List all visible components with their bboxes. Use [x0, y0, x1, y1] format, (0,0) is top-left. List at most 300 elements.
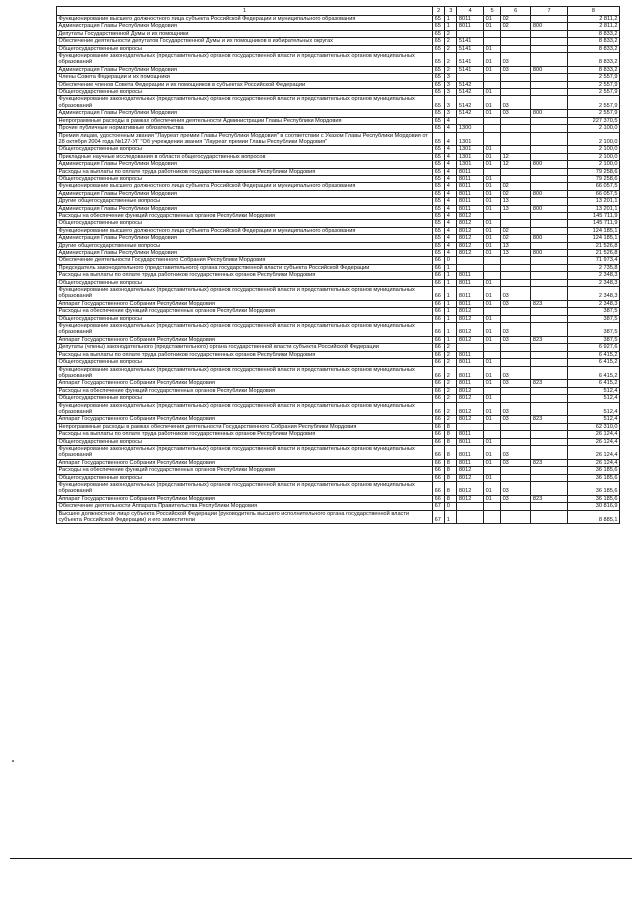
- budget-table: [56, 6, 620, 524]
- row-col-6: [501, 38, 531, 45]
- row-col-6: [501, 431, 531, 438]
- row-col-3: 4: [445, 132, 457, 146]
- row-name: Функционирование законодательных (представительных) органов государственной власти и представительных органов муниципальных образований: [57, 287, 433, 301]
- row-col-2: 66: [433, 272, 445, 279]
- row-col-7: [531, 74, 567, 81]
- row-col-2: 66: [433, 459, 445, 466]
- row-col-7: [531, 198, 567, 205]
- row-col-6: 03: [501, 482, 531, 496]
- row-col-7: [531, 315, 567, 322]
- table-row: [57, 117, 620, 124]
- row-amount: 2 100,0: [567, 153, 619, 160]
- row-col-5: 01: [484, 416, 501, 423]
- row-amount: 26 124,4: [567, 459, 619, 466]
- row-col-4: 8011: [457, 359, 484, 366]
- table-row: [57, 198, 620, 205]
- row-col-5: 01: [484, 242, 501, 249]
- row-col-6: 12: [501, 153, 531, 160]
- row-col-2: 66: [433, 359, 445, 366]
- row-col-2: 65: [433, 81, 445, 88]
- row-col-7: 800: [531, 161, 567, 168]
- row-col-4: 8012: [457, 212, 484, 219]
- row-col-7: 823: [531, 495, 567, 502]
- row-col-3: 8: [445, 482, 457, 496]
- header-col-4: 4: [457, 7, 484, 16]
- row-col-3: 4: [445, 183, 457, 190]
- row-col-2: 65: [433, 190, 445, 197]
- header-col-3: 3: [445, 7, 457, 16]
- row-name: Администрация Главы Республики Мордовия: [57, 23, 433, 30]
- row-col-3: 4: [445, 205, 457, 212]
- row-col-4: 5142: [457, 81, 484, 88]
- row-col-7: 823: [531, 459, 567, 466]
- row-col-6: 03: [501, 495, 531, 502]
- row-col-4: 8011: [457, 198, 484, 205]
- row-col-7: [531, 272, 567, 279]
- table-row: [57, 45, 620, 52]
- row-col-6: 02: [501, 190, 531, 197]
- row-col-2: 65: [433, 212, 445, 219]
- row-col-4: 8012: [457, 308, 484, 315]
- table-row: [57, 81, 620, 88]
- row-col-4: 5142: [457, 89, 484, 96]
- row-col-5: 01: [484, 175, 501, 182]
- row-col-4: 8011: [457, 183, 484, 190]
- row-amount: 36 185,6: [567, 467, 619, 474]
- table-row: [57, 272, 620, 279]
- row-name: Администрация Главы Республики Мордовия: [57, 110, 433, 117]
- row-name: Аппарат Государственного Собрания Республики Мордовия: [57, 300, 433, 307]
- row-col-6: 12: [501, 161, 531, 168]
- row-col-7: [531, 81, 567, 88]
- row-col-6: [501, 315, 531, 322]
- table-row: [57, 205, 620, 212]
- row-col-3: 0: [445, 257, 457, 264]
- row-col-2: 66: [433, 351, 445, 358]
- row-col-2: 66: [433, 416, 445, 423]
- row-amount: 2 811,2: [567, 16, 619, 23]
- row-col-4: [457, 74, 484, 81]
- row-name: Расходы на обеспечение функций государственных органов Республики Мордовия: [57, 308, 433, 315]
- row-col-7: 800: [531, 235, 567, 242]
- row-col-7: [531, 125, 567, 132]
- row-col-7: [531, 287, 567, 301]
- table-row: [57, 323, 620, 337]
- row-col-7: [531, 45, 567, 52]
- row-name: Функционирование высшего должностного лица субъекта Российской Федерации и муниципального образования: [57, 16, 433, 23]
- row-amount: 26 124,4: [567, 431, 619, 438]
- row-col-4: 1301: [457, 132, 484, 146]
- row-name: Другие общегосударственные вопросы: [57, 242, 433, 249]
- table-row: [57, 168, 620, 175]
- row-col-3: 2: [445, 366, 457, 380]
- row-name: Функционирование законодательных (представительных) органов государственной власти и представительных органов муниципальных образований: [57, 445, 433, 459]
- row-name: Функционирование высшего должностного лица субъекта Российской Федерации и муниципального образования: [57, 227, 433, 234]
- row-col-7: 823: [531, 336, 567, 343]
- table-row: [57, 212, 620, 219]
- row-col-3: 4: [445, 227, 457, 234]
- row-name: Прикладные научные исследования в области общегосударственных вопросов: [57, 153, 433, 160]
- row-name: Премия лицам, удостоенным звания "Лауреат премии Главы Республики Мордовия" в соответствии с Указом Главы Республики Мордовия от 28 октября 2004 года №127-УГ "Об учреждении звания "Лауреат премии Главы Республики Мордовия": [57, 132, 433, 146]
- row-col-6: [501, 30, 531, 37]
- row-col-6: [501, 387, 531, 394]
- row-amount: 6 415,2: [567, 366, 619, 380]
- row-col-3: 4: [445, 250, 457, 257]
- row-col-2: 66: [433, 431, 445, 438]
- row-name: Общегосударственные вопросы: [57, 279, 433, 286]
- row-col-7: [531, 264, 567, 271]
- row-col-6: 03: [501, 366, 531, 380]
- page-bottom-rule: [10, 858, 632, 859]
- row-col-4: 8011: [457, 190, 484, 197]
- row-col-2: 65: [433, 38, 445, 45]
- row-col-6: [501, 125, 531, 132]
- row-col-7: [531, 510, 567, 524]
- row-col-5: [484, 257, 501, 264]
- row-col-3: 2: [445, 416, 457, 423]
- row-col-5: 01: [484, 66, 501, 73]
- row-col-3: 8: [445, 423, 457, 430]
- row-col-5: [484, 168, 501, 175]
- row-col-4: 8012: [457, 323, 484, 337]
- row-col-3: 4: [445, 198, 457, 205]
- row-col-2: 65: [433, 175, 445, 182]
- row-amount: 13 201,1: [567, 198, 619, 205]
- row-name: Расходы на выплаты по оплате труда работников государственных органов Республики Мордовия: [57, 351, 433, 358]
- row-name: Расходы на обеспечение функций государственных органов Республики Мордовия: [57, 467, 433, 474]
- row-col-2: 65: [433, 132, 445, 146]
- row-col-5: 01: [484, 45, 501, 52]
- row-col-5: [484, 264, 501, 271]
- row-col-5: 01: [484, 190, 501, 197]
- row-name: Другие общегосударственные вопросы: [57, 198, 433, 205]
- table-row: [57, 38, 620, 45]
- row-name: Функционирование высшего должностного лица субъекта Российской Федерации и муниципального образования: [57, 183, 433, 190]
- row-col-4: [457, 423, 484, 430]
- row-col-5: 01: [484, 445, 501, 459]
- row-col-5: [484, 38, 501, 45]
- row-name: Высшее должностное лицо субъекта Российской Федерации (руководитель высшего исполнительного органа государственной власти субъекта Российской Федерации) и его заместители: [57, 510, 433, 524]
- row-col-2: 66: [433, 438, 445, 445]
- row-name: Непрограммные расходы в рамках обеспечения деятельности Государственного Собрания Республики Мордовия: [57, 423, 433, 430]
- row-col-2: 65: [433, 23, 445, 30]
- row-col-6: [501, 168, 531, 175]
- row-col-3: 4: [445, 212, 457, 219]
- row-col-6: [501, 395, 531, 402]
- row-col-6: [501, 117, 531, 124]
- row-col-4: 8011: [457, 279, 484, 286]
- row-col-5: [484, 510, 501, 524]
- row-name: Общегосударственные вопросы: [57, 175, 433, 182]
- row-col-4: [457, 510, 484, 524]
- row-col-5: 01: [484, 161, 501, 168]
- row-col-2: 65: [433, 220, 445, 227]
- row-amount: 2 557,9: [567, 110, 619, 117]
- table-row: [57, 351, 620, 358]
- row-col-7: [531, 227, 567, 234]
- row-col-3: 2: [445, 387, 457, 394]
- row-col-4: [457, 117, 484, 124]
- row-col-2: 67: [433, 503, 445, 510]
- row-col-2: 66: [433, 323, 445, 337]
- row-col-2: 65: [433, 205, 445, 212]
- row-col-5: 01: [484, 438, 501, 445]
- row-amount: 2 557,9: [567, 96, 619, 110]
- row-col-4: 8011: [457, 272, 484, 279]
- row-col-3: 8: [445, 495, 457, 502]
- row-col-4: [457, 30, 484, 37]
- row-col-2: 65: [433, 153, 445, 160]
- row-col-2: 65: [433, 74, 445, 81]
- row-col-2: 65: [433, 161, 445, 168]
- row-col-6: 02: [501, 227, 531, 234]
- row-col-7: [531, 359, 567, 366]
- row-col-7: [531, 366, 567, 380]
- row-col-6: [501, 74, 531, 81]
- row-col-3: 2: [445, 359, 457, 366]
- row-amount: 8 885,1: [567, 510, 619, 524]
- row-col-3: 1: [445, 315, 457, 322]
- row-amount: 2 811,2: [567, 23, 619, 30]
- row-col-2: 66: [433, 467, 445, 474]
- row-col-6: 03: [501, 323, 531, 337]
- row-col-4: 8012: [457, 467, 484, 474]
- row-col-2: 65: [433, 53, 445, 67]
- row-col-5: 01: [484, 23, 501, 30]
- row-col-6: 03: [501, 53, 531, 67]
- row-amount: 512,4: [567, 395, 619, 402]
- row-col-5: 01: [484, 323, 501, 337]
- row-col-5: 01: [484, 96, 501, 110]
- row-name: Общегосударственные вопросы: [57, 89, 433, 96]
- row-amount: 66 057,5: [567, 190, 619, 197]
- row-amount: 79 258,6: [567, 168, 619, 175]
- row-col-6: [501, 438, 531, 445]
- row-col-6: 02: [501, 23, 531, 30]
- row-col-3: 2: [445, 351, 457, 358]
- row-name: Общегосударственные вопросы: [57, 315, 433, 322]
- row-col-7: 823: [531, 380, 567, 387]
- row-amount: 227 370,5: [567, 117, 619, 124]
- row-name: Администрация Главы Республики Мордовия: [57, 161, 433, 168]
- row-col-4: [457, 257, 484, 264]
- row-col-2: 66: [433, 387, 445, 394]
- row-col-2: 65: [433, 89, 445, 96]
- row-col-2: 66: [433, 380, 445, 387]
- row-amount: 387,5: [567, 315, 619, 322]
- row-col-2: 65: [433, 250, 445, 257]
- row-name: Функционирование законодательных (представительных) органов государственной власти и представительных органов муниципальных образований: [57, 323, 433, 337]
- row-col-2: 65: [433, 227, 445, 234]
- row-col-4: 8011: [457, 168, 484, 175]
- row-col-5: [484, 431, 501, 438]
- row-col-2: 65: [433, 125, 445, 132]
- row-col-5: 01: [484, 287, 501, 301]
- row-col-7: [531, 132, 567, 146]
- row-col-4: 8012: [457, 395, 484, 402]
- row-col-7: 800: [531, 190, 567, 197]
- row-col-2: 66: [433, 482, 445, 496]
- row-col-6: [501, 423, 531, 430]
- row-amount: 66 057,5: [567, 183, 619, 190]
- row-col-4: 1301: [457, 153, 484, 160]
- table-row: [57, 183, 620, 190]
- row-col-4: 8011: [457, 287, 484, 301]
- table-row: [57, 264, 620, 271]
- row-col-4: 8011: [457, 300, 484, 307]
- row-col-3: 3: [445, 89, 457, 96]
- row-col-3: 2: [445, 402, 457, 416]
- row-col-4: 8011: [457, 175, 484, 182]
- row-amount: 512,4: [567, 416, 619, 423]
- row-col-3: 1: [445, 16, 457, 23]
- row-amount: 79 258,6: [567, 175, 619, 182]
- table-row: [57, 336, 620, 343]
- row-name: Общегосударственные вопросы: [57, 438, 433, 445]
- table-row: [57, 431, 620, 438]
- row-col-2: 66: [433, 308, 445, 315]
- table-row: [57, 380, 620, 387]
- row-col-4: 8012: [457, 336, 484, 343]
- table-row: [57, 53, 620, 67]
- row-col-5: 01: [484, 300, 501, 307]
- table-row: [57, 16, 620, 23]
- row-col-5: [484, 387, 501, 394]
- row-col-4: 8011: [457, 16, 484, 23]
- row-col-7: [531, 117, 567, 124]
- table-row: [57, 495, 620, 502]
- row-col-4: 8012: [457, 387, 484, 394]
- row-col-6: 02: [501, 183, 531, 190]
- row-amount: 2 100,0: [567, 161, 619, 168]
- row-name: Аппарат Государственного Собрания Республики Мордовия: [57, 336, 433, 343]
- row-name: Расходы на обеспечение функций государственных органов Республики Мордовия: [57, 212, 433, 219]
- row-col-5: [484, 308, 501, 315]
- table-row: [57, 359, 620, 366]
- row-col-7: [531, 344, 567, 351]
- row-amount: 8 833,2: [567, 30, 619, 37]
- table-row: [57, 175, 620, 182]
- row-col-6: [501, 474, 531, 481]
- row-col-5: 01: [484, 220, 501, 227]
- row-col-5: [484, 212, 501, 219]
- row-col-4: 8012: [457, 402, 484, 416]
- table-row: [57, 110, 620, 117]
- row-col-6: 03: [501, 402, 531, 416]
- table-row: [57, 438, 620, 445]
- row-col-7: [531, 153, 567, 160]
- row-col-7: [531, 53, 567, 67]
- row-col-5: 01: [484, 474, 501, 481]
- row-col-5: 01: [484, 89, 501, 96]
- row-col-7: [531, 438, 567, 445]
- row-col-2: 65: [433, 146, 445, 153]
- row-col-5: 01: [484, 153, 501, 160]
- row-name: Обеспечение деятельности Государственного Собрания Республики Мордовия: [57, 257, 433, 264]
- row-col-6: 13: [501, 205, 531, 212]
- row-col-3: 8: [445, 445, 457, 459]
- row-col-2: 66: [433, 336, 445, 343]
- row-col-6: 03: [501, 96, 531, 110]
- row-amount: 6 927,6: [567, 344, 619, 351]
- row-col-2: 66: [433, 264, 445, 271]
- row-col-4: 8012: [457, 416, 484, 423]
- row-col-3: 1: [445, 264, 457, 271]
- row-col-4: 8011: [457, 438, 484, 445]
- row-col-4: 5141: [457, 45, 484, 52]
- row-name: Прочие публичные нормативные обязательства: [57, 125, 433, 132]
- row-name: Общегосударственные вопросы: [57, 359, 433, 366]
- row-col-3: 1: [445, 336, 457, 343]
- row-name: Непрограммные расходы в рамках обеспечения деятельности Администрации Главы Республики Мордовия: [57, 117, 433, 124]
- row-amount: 2 557,9: [567, 81, 619, 88]
- row-col-4: [457, 344, 484, 351]
- row-col-7: [531, 89, 567, 96]
- row-col-7: [531, 323, 567, 337]
- row-col-6: 03: [501, 380, 531, 387]
- table-row: [57, 125, 620, 132]
- row-col-3: 1: [445, 308, 457, 315]
- row-col-5: 01: [484, 495, 501, 502]
- table-row: [57, 503, 620, 510]
- row-amount: 2 100,0: [567, 146, 619, 153]
- row-col-6: 13: [501, 250, 531, 257]
- table-row: [57, 190, 620, 197]
- row-col-3: 8: [445, 459, 457, 466]
- row-col-7: 823: [531, 300, 567, 307]
- row-amount: 71 973,4: [567, 257, 619, 264]
- row-col-3: 4: [445, 168, 457, 175]
- table-row: [57, 220, 620, 227]
- row-col-7: [531, 212, 567, 219]
- row-col-7: [531, 175, 567, 182]
- table-row: [57, 416, 620, 423]
- row-col-3: 4: [445, 235, 457, 242]
- row-col-7: 800: [531, 110, 567, 117]
- row-name: Общегосударственные вопросы: [57, 146, 433, 153]
- row-col-2: 66: [433, 287, 445, 301]
- row-col-4: 8012: [457, 220, 484, 227]
- row-col-3: 4: [445, 242, 457, 249]
- row-col-3: 0: [445, 503, 457, 510]
- row-name: Аппарат Государственного Собрания Республики Мордовия: [57, 459, 433, 466]
- row-col-5: 01: [484, 459, 501, 466]
- row-col-4: [457, 503, 484, 510]
- row-col-5: [484, 344, 501, 351]
- row-col-5: [484, 30, 501, 37]
- row-col-2: 65: [433, 168, 445, 175]
- row-col-3: 2: [445, 66, 457, 73]
- table-row: [57, 445, 620, 459]
- row-col-3: 2: [445, 395, 457, 402]
- row-col-6: 03: [501, 416, 531, 423]
- row-col-2: 66: [433, 402, 445, 416]
- row-col-7: [531, 503, 567, 510]
- row-name: Расходы на обеспечение функций государственных органов Республики Мордовия: [57, 387, 433, 394]
- row-col-6: [501, 175, 531, 182]
- row-col-4: 8011: [457, 366, 484, 380]
- row-amount: 512,4: [567, 387, 619, 394]
- row-col-2: 65: [433, 198, 445, 205]
- row-col-7: [531, 220, 567, 227]
- row-col-6: [501, 146, 531, 153]
- row-col-3: 1: [445, 272, 457, 279]
- row-col-2: 66: [433, 315, 445, 322]
- row-col-6: [501, 212, 531, 219]
- row-col-5: 01: [484, 183, 501, 190]
- row-name: Депутаты Государственной Думы и их помощники: [57, 30, 433, 37]
- row-col-6: [501, 510, 531, 524]
